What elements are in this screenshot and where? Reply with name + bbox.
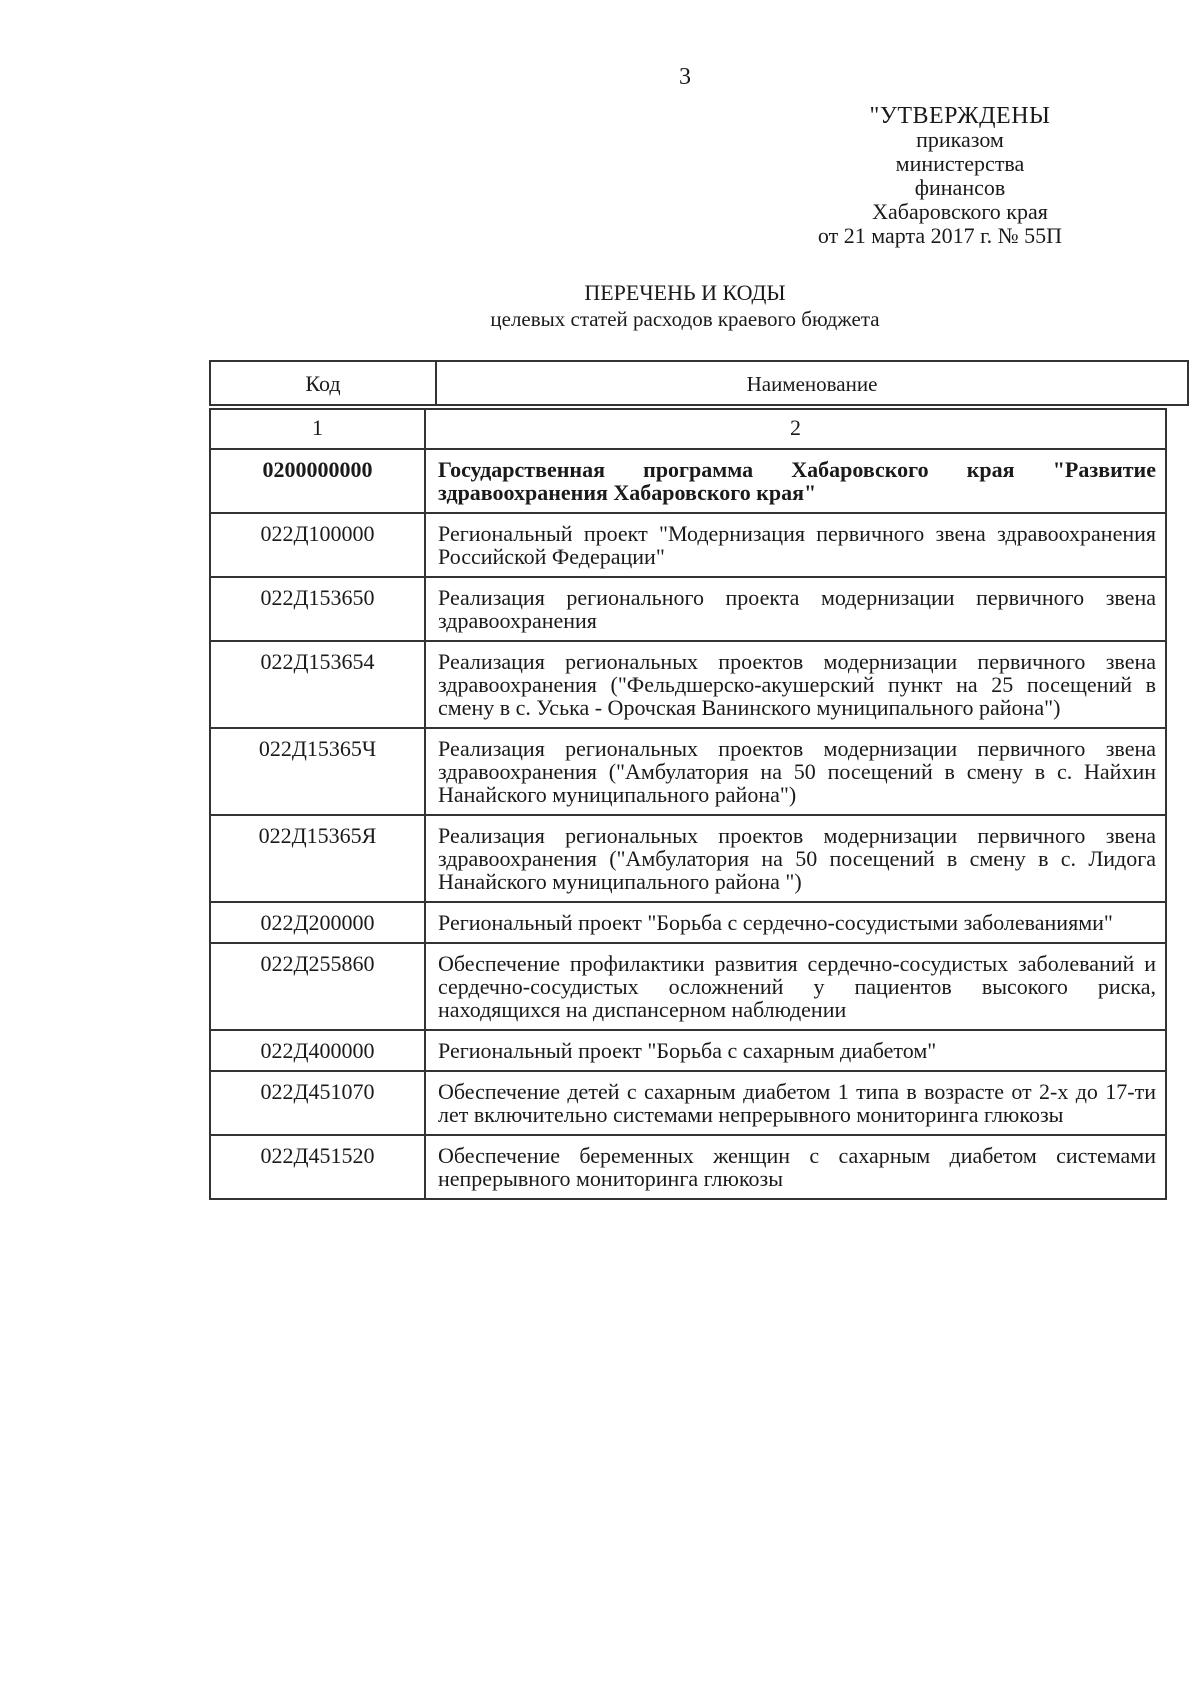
row-name: Реализация региональных проектов модернизации первичного звена здравоохранения ("Амбулатория на 50 посещений в смену в с. Лидога Нанайского муниципального района ")	[425, 815, 1166, 902]
table-row	[210, 577, 1166, 641]
table-row	[210, 902, 1166, 943]
row-code: 022Д15365Ч	[210, 728, 425, 815]
approval-line: финансов	[914, 175, 1006, 200]
row-name: Обеспечение детей с сахарным диабетом 1 типа в возрасте от 2-х до 17-ти лет включительно системами непрерывного мониторинга глюкозы	[425, 1071, 1166, 1135]
table-row	[210, 1135, 1166, 1199]
table-row	[210, 1071, 1166, 1135]
approval-line: приказом	[916, 127, 1004, 152]
codes-table	[209, 360, 1167, 1200]
row-code: 022Д451070	[210, 1071, 425, 1135]
codes-table-body	[209, 408, 1167, 1200]
row-name: Региональный проект "Модернизация первичного звена здравоохранения Российской Федерации"	[425, 513, 1166, 577]
row-code: 022Д451520	[210, 1135, 425, 1199]
document-subtitle: целевых статей расходов краевого бюджета	[490, 307, 880, 331]
column-number-row	[210, 409, 1166, 449]
row-name: Региональный проект "Борьба с сахарным диабетом"	[425, 1030, 1166, 1071]
document-title: ПЕРЕЧЕНЬ И КОДЫ	[584, 280, 786, 305]
row-name: Обеспечение беременных женщин с сахарным диабетом системами непрерывного мониторинга глюкозы	[425, 1135, 1166, 1199]
row-name: Реализация регионального проекта модернизации первичного звена здравоохранения	[425, 577, 1166, 641]
row-code: 022Д153650	[210, 577, 425, 641]
approval-line: министерства	[895, 151, 1025, 176]
column-number: 2	[425, 409, 1166, 449]
table-row	[210, 943, 1166, 1030]
column-number: 1	[210, 409, 425, 449]
row-code: 0200000000	[210, 449, 425, 513]
row-code: 022Д400000	[210, 1030, 425, 1071]
table-row	[210, 728, 1166, 815]
table-row	[210, 1030, 1166, 1071]
table-row	[210, 641, 1166, 728]
table-row	[210, 513, 1166, 577]
column-header-name: Наименование	[746, 372, 878, 396]
row-name: Реализация региональных проектов модернизации первичного звена здравоохранения ("Фельдшерско-акушерский пункт на 25 посещений в смену в с. Уська - Орочская Ванинского муниципального района")	[425, 641, 1166, 728]
page-number: 3	[679, 64, 691, 90]
row-code: 022Д153654	[210, 641, 425, 728]
table-header-row	[209, 360, 1189, 406]
row-name: Реализация региональных проектов модернизации первичного звена здравоохранения ("Амбулатория на 50 посещений в смену в с. Найхин Нанайского муниципального района")	[425, 728, 1166, 815]
table-row	[210, 449, 1166, 513]
approval-date: от 21 марта 2017 г. № 55П	[817, 223, 1063, 248]
row-code: 022Д15365Я	[210, 815, 425, 902]
row-name: Региональный проект "Борьба с сердечно-сосудистыми заболеваниями"	[425, 902, 1166, 943]
row-name: Обеспечение профилактики развития сердечно-сосудистых заболеваний и сердечно-сосудистых осложнений у пациентов высокого риска, находящихся на диспансерном наблюдении	[425, 943, 1166, 1030]
row-code: 022Д100000	[210, 513, 425, 577]
approval-stamp	[810, 104, 1110, 248]
table-row	[210, 815, 1166, 902]
approval-title: "УТВЕРЖДЕНЫ	[869, 103, 1051, 129]
approval-line: Хабаровского края	[872, 199, 1048, 224]
row-code: 022Д200000	[210, 902, 425, 943]
row-code: 022Д255860	[210, 943, 425, 1030]
column-header-code: Код	[211, 362, 437, 404]
row-name: Государственная программа Хабаровского края "Развитие здравоохранения Хабаровского края"	[425, 449, 1166, 513]
